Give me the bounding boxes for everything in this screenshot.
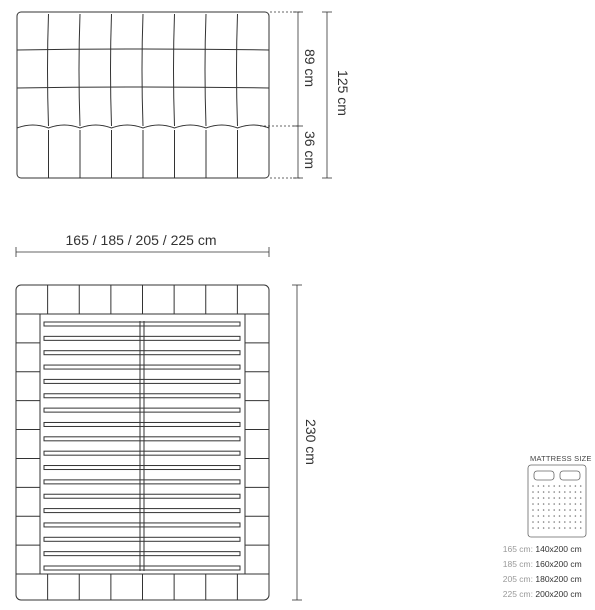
slat: [44, 480, 240, 484]
slat: [44, 351, 240, 355]
mattress-size-row: [490, 559, 595, 569]
base-height-label: 36 cm: [302, 130, 318, 170]
headboard-row-seam: [17, 87, 269, 88]
headboard-tuft-seam: [174, 14, 175, 126]
mattress-dimension-value: 200x200 cm: [535, 589, 582, 599]
slat: [44, 566, 240, 570]
headboard-tuft-seam: [237, 14, 238, 126]
mattress-dimension-value: 140x200 cm: [535, 544, 582, 554]
slat: [44, 394, 240, 398]
total-height-label: 125 cm: [335, 70, 351, 116]
slat: [44, 466, 240, 470]
mattress-size-legend: [490, 452, 595, 610]
headboard-tuft-seam: [48, 14, 49, 126]
headboard-row-seam: [17, 49, 269, 50]
headboard-tuft-seam: [205, 14, 206, 126]
slat: [44, 523, 240, 527]
slat: [44, 322, 240, 326]
mattress-size-row: [490, 544, 595, 554]
top-view-bed: [16, 285, 269, 600]
bed-width-value: 185 cm:: [502, 559, 533, 569]
headboard-tuft-seam: [79, 14, 80, 126]
top-view-dimension-lines: [16, 247, 302, 600]
slat: [44, 537, 240, 541]
slat: [44, 437, 240, 441]
headboard-tuft-seam: [142, 14, 143, 126]
slat: [44, 408, 240, 412]
bed-length-label: 230 cm: [303, 419, 319, 465]
bed-outline: [16, 285, 269, 600]
front-view-bed: [17, 12, 269, 178]
front-view-dimension-lines: [260, 12, 332, 178]
slat: [44, 379, 240, 383]
slat: [44, 552, 240, 556]
slat: [44, 509, 240, 513]
slat: [44, 451, 240, 455]
mattress-size-row: [490, 574, 595, 584]
mattress-dimension-value: 180x200 cm: [535, 574, 582, 584]
mattress-size-title: MATTRESS SIZE: [530, 454, 592, 463]
mattress-size-row: [490, 589, 595, 599]
headboard-height-label: 89 cm: [302, 48, 318, 88]
slat: [44, 494, 240, 498]
headboard-tuft-seam: [111, 14, 112, 126]
mattress-dimension-value: 160x200 cm: [535, 559, 582, 569]
slat: [44, 422, 240, 426]
bed-width-label: 165 / 185 / 205 / 225 cm: [65, 232, 217, 248]
slat: [44, 336, 240, 340]
bed-width-value: 165 cm:: [502, 544, 533, 554]
bed-width-value: 225 cm:: [502, 589, 533, 599]
slat: [44, 365, 240, 369]
bed-width-value: 205 cm:: [502, 574, 533, 584]
